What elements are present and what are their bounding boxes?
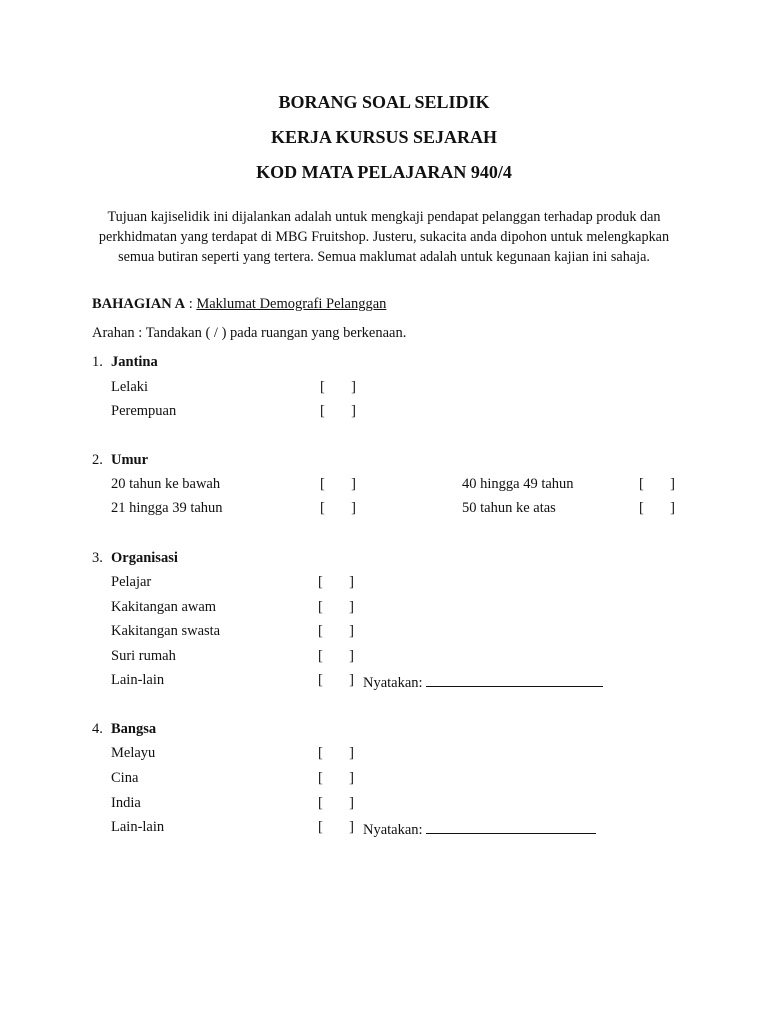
- box-open: [: [320, 403, 325, 419]
- q4-option-checkbox[interactable]: [318, 795, 354, 812]
- q3-option-label: Kakitangan swasta: [111, 623, 221, 639]
- q1-title: Jantina: [111, 354, 158, 370]
- q2-option-label: 50 tahun ke atas: [462, 500, 556, 516]
- q3-option-checkbox[interactable]: [318, 648, 354, 665]
- box-close: ]: [349, 672, 354, 688]
- q3-option-checkbox[interactable]: [318, 574, 354, 591]
- q2-option-label: 21 hingga 39 tahun: [111, 500, 223, 516]
- q3-option-label: Lain-lain: [111, 672, 165, 688]
- box-open: [: [318, 599, 323, 615]
- q2-title: Umur: [111, 452, 149, 468]
- q2-option-checkbox[interactable]: [639, 500, 675, 517]
- box-open: [: [320, 476, 325, 492]
- box-close: ]: [351, 379, 356, 395]
- q4-title: Bangsa: [111, 721, 157, 737]
- q4-specify: [363, 819, 596, 839]
- q4-option-label: India: [111, 795, 141, 811]
- q4-option-label: Melayu: [111, 745, 156, 761]
- q3-number: 3.: [92, 550, 103, 566]
- box-open: [: [320, 500, 325, 516]
- q3-specify-label: Nyatakan:: [363, 675, 423, 691]
- box-open: [: [318, 745, 323, 761]
- box-open: [: [318, 770, 323, 786]
- box-close: ]: [349, 599, 354, 615]
- box-open: [: [318, 819, 323, 835]
- q1-option-checkbox[interactable]: [320, 379, 356, 396]
- q4-option-checkbox[interactable]: [318, 770, 354, 787]
- box-open: [: [639, 500, 644, 516]
- q3-option-label: Pelajar: [111, 574, 152, 590]
- box-close: ]: [351, 500, 356, 516]
- course-title: KERJA KURSUS SEJARAH: [270, 127, 498, 147]
- box-close: ]: [349, 623, 354, 639]
- q3-specify-line[interactable]: [426, 672, 603, 687]
- form-title: BORANG SOAL SELIDIK: [278, 92, 490, 112]
- box-close: ]: [349, 795, 354, 811]
- box-open: [: [320, 379, 325, 395]
- q3-option-label: Kakitangan awam: [111, 599, 217, 615]
- subject-code-title: KOD MATA PELAJARAN 940/4: [256, 162, 512, 182]
- q1-option-label: Perempuan: [111, 403, 177, 419]
- box-open: [: [318, 672, 323, 688]
- box-close: ]: [351, 476, 356, 492]
- box-close: ]: [351, 403, 356, 419]
- q1-option-label: Lelaki: [111, 379, 149, 395]
- q3-specify: [363, 672, 603, 692]
- box-close: ]: [349, 770, 354, 786]
- q4-specify-label: Nyatakan:: [363, 822, 423, 838]
- q4-option-checkbox[interactable]: [318, 819, 354, 836]
- instruction-text: Arahan : Tandakan ( / ) pada ruangan yang berkenaan.: [92, 325, 407, 341]
- box-close: ]: [349, 745, 354, 761]
- box-close: ]: [349, 648, 354, 664]
- q3-option-label: Suri rumah: [111, 648, 176, 664]
- box-close: ]: [670, 500, 675, 516]
- q1-option-checkbox[interactable]: [320, 403, 356, 420]
- section-heading: [92, 296, 386, 313]
- q3-option-checkbox[interactable]: [318, 672, 354, 689]
- box-open: [: [318, 648, 323, 664]
- section-label: BAHAGIAN A: [92, 296, 186, 312]
- section-title: Maklumat Demografi Pelanggan: [196, 296, 387, 312]
- q2-option-label: 20 tahun ke bawah: [111, 476, 221, 492]
- q4-specify-line[interactable]: [426, 819, 596, 834]
- q2-option-checkbox[interactable]: [639, 476, 675, 493]
- intro-paragraph: Tujuan kajiselidik ini dijalankan adalah untuk mengkaji pendapat pelanggan terhadap produk dan perkhidmatan yang terdapat di MBG Fruitshop. Justeru, sukacita anda dipohon untuk melengkapkan semua butiran seperti yang tertera. Semua maklumat adalah untuk kegunaan kajian ini sahaja.: [98, 209, 670, 265]
- section-separator: :: [185, 296, 197, 312]
- q2-option-label: 40 hingga 49 tahun: [462, 476, 574, 492]
- box-close: ]: [349, 574, 354, 590]
- box-open: [: [639, 476, 644, 492]
- q2-option-checkbox[interactable]: [320, 500, 356, 517]
- box-close: ]: [670, 476, 675, 492]
- q3-title: Organisasi: [111, 550, 178, 566]
- q4-number: 4.: [92, 721, 103, 737]
- box-open: [: [318, 795, 323, 811]
- q2-option-checkbox[interactable]: [320, 476, 356, 493]
- q4-option-label: Cina: [111, 770, 139, 786]
- q1-number: 1.: [92, 354, 103, 370]
- q3-option-checkbox[interactable]: [318, 623, 354, 640]
- box-open: [: [318, 574, 323, 590]
- box-open: [: [318, 623, 323, 639]
- q3-option-checkbox[interactable]: [318, 599, 354, 616]
- q2-number: 2.: [92, 452, 103, 468]
- q4-option-label: Lain-lain: [111, 819, 165, 835]
- q4-option-checkbox[interactable]: [318, 745, 354, 762]
- box-close: ]: [349, 819, 354, 835]
